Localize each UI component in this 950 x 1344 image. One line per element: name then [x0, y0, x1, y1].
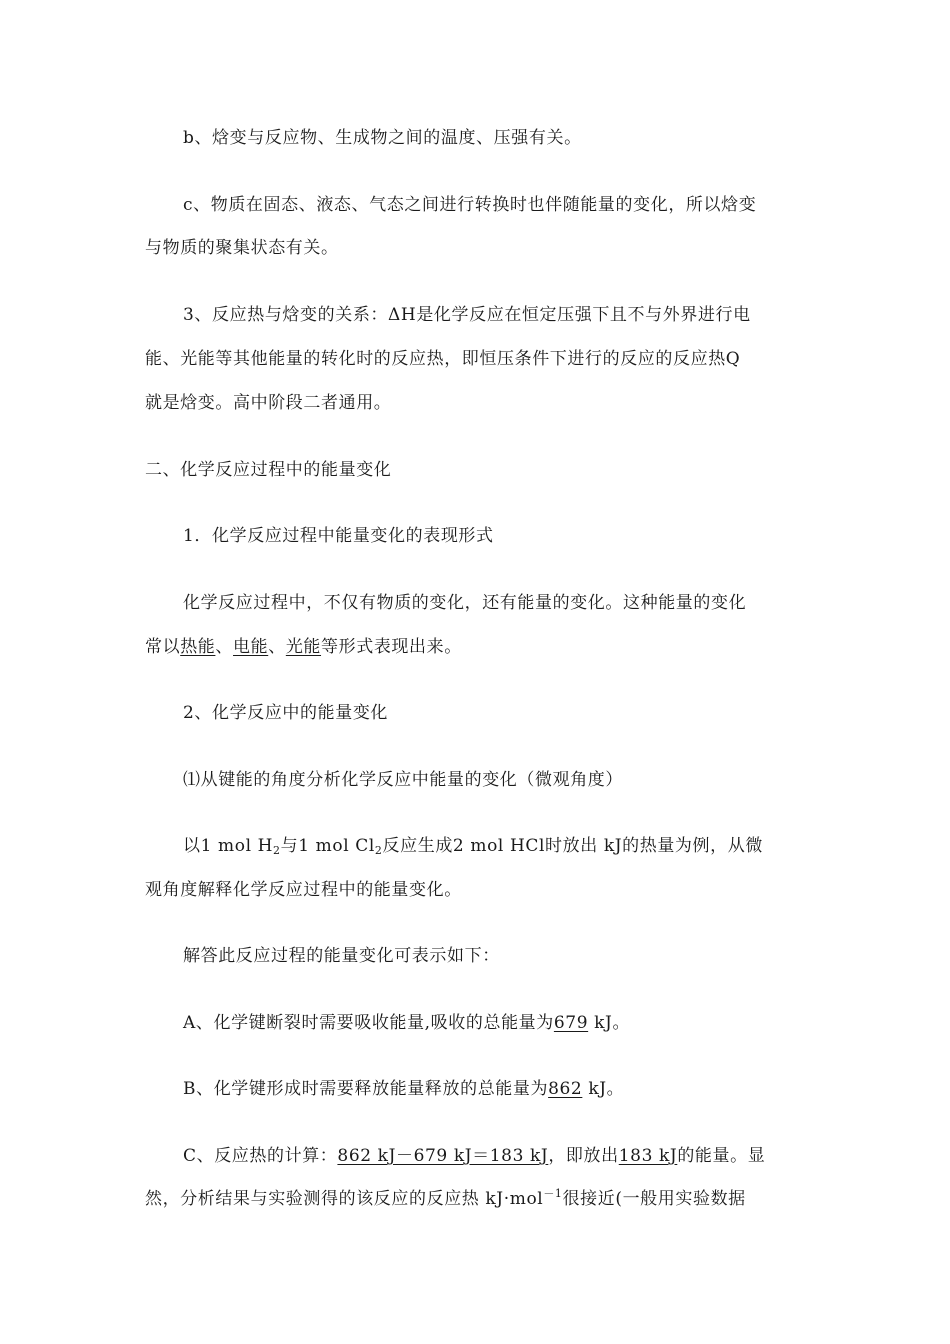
example-text: 与1 mol Cl: [280, 836, 375, 856]
paragraph-c-line1: c、物质在固态、液态、气态之间进行转换时也伴随能量的变化，所以焓变: [183, 195, 757, 215]
C-line2-suffix: 很接近(一般用实验数据: [562, 1189, 746, 1209]
A-suffix: kJ。: [588, 1013, 631, 1033]
paragraph-forms-line1: 化学反应过程中，不仅有物质的变化，还有能量的变化。这种能量的变化: [183, 593, 747, 613]
forms-prefix: 常以: [145, 637, 181, 657]
subheading-2-1: ⑴从键能的角度分析化学反应中能量的变化（微观角度）: [183, 770, 623, 790]
value-183: 183 kJ: [618, 1146, 678, 1166]
paragraph-B: [183, 1077, 810, 1101]
paragraph-3-line3: 就是焓变。高中阶段二者通用。: [145, 393, 392, 413]
example-text: 以1 mol H: [183, 836, 274, 856]
paragraph-3-line1: 3、反应热与焓变的关系：ΔH是化学反应在恒定压强下且不与外界进行电: [183, 305, 751, 325]
paragraph-c-line2: 与物质的聚集状态有关。: [145, 238, 339, 258]
term-light-energy: 光能: [285, 637, 322, 657]
paragraph-C-line1: [183, 1144, 810, 1168]
paragraph-b: b、焓变与反应物、生成物之间的温度、压强有关。: [183, 128, 582, 148]
paragraph-3-line2: 能、光能等其他能量的转化时的反应热，即恒压条件下进行的反应的反应热Q: [145, 349, 741, 369]
paragraph-C-line2: [145, 1187, 810, 1211]
subscript-cl2: 2: [374, 844, 383, 857]
section-heading-2: 二、化学反应过程中的能量变化: [145, 460, 392, 480]
separator: 、: [268, 637, 286, 657]
subheading-1: 1．化学反应过程中能量变化的表现形式: [183, 526, 494, 546]
A-prefix: A、化学键断裂时需要吸收能量,吸收的总能量为: [183, 1013, 554, 1033]
B-suffix: kJ。: [582, 1079, 625, 1099]
value-679: 679: [553, 1013, 589, 1033]
term-heat-energy: 热能: [180, 637, 216, 657]
superscript-minus-1: －1: [543, 1187, 563, 1200]
subheading-2: 2、化学反应中的能量变化: [183, 703, 389, 723]
C-mid: ，即放出: [548, 1146, 619, 1166]
paragraph-example-line2: 观角度解释化学反应过程中的能量变化。: [145, 880, 462, 900]
paragraph-forms-line2: [145, 635, 810, 659]
paragraph-answer: 解答此反应过程的能量变化可表示如下：: [183, 946, 500, 966]
paragraph-example-line1: [183, 834, 810, 858]
subscript-h2: 2: [273, 844, 281, 857]
value-862: 862: [548, 1079, 583, 1099]
C-prefix: C、反应热的计算：: [183, 1146, 338, 1166]
C-suffix: 的能量。显: [677, 1146, 766, 1166]
forms-suffix: 等形式表现出来。: [321, 637, 462, 657]
separator: 、: [215, 637, 234, 657]
B-prefix: B、化学键形成时需要释放能量释放的总能量为: [183, 1079, 549, 1099]
term-electric-energy: 电能: [233, 637, 269, 657]
example-text: 反应生成2 mol HCl时放出 kJ的热量为例，从微: [382, 836, 763, 856]
paragraph-A: [183, 1011, 810, 1035]
calc-expression: 862 kJ－679 kJ＝183 kJ: [337, 1146, 549, 1166]
C-line2-prefix: 然，分析结果与实验测得的该反应的反应热 kJ·mol: [145, 1189, 544, 1209]
